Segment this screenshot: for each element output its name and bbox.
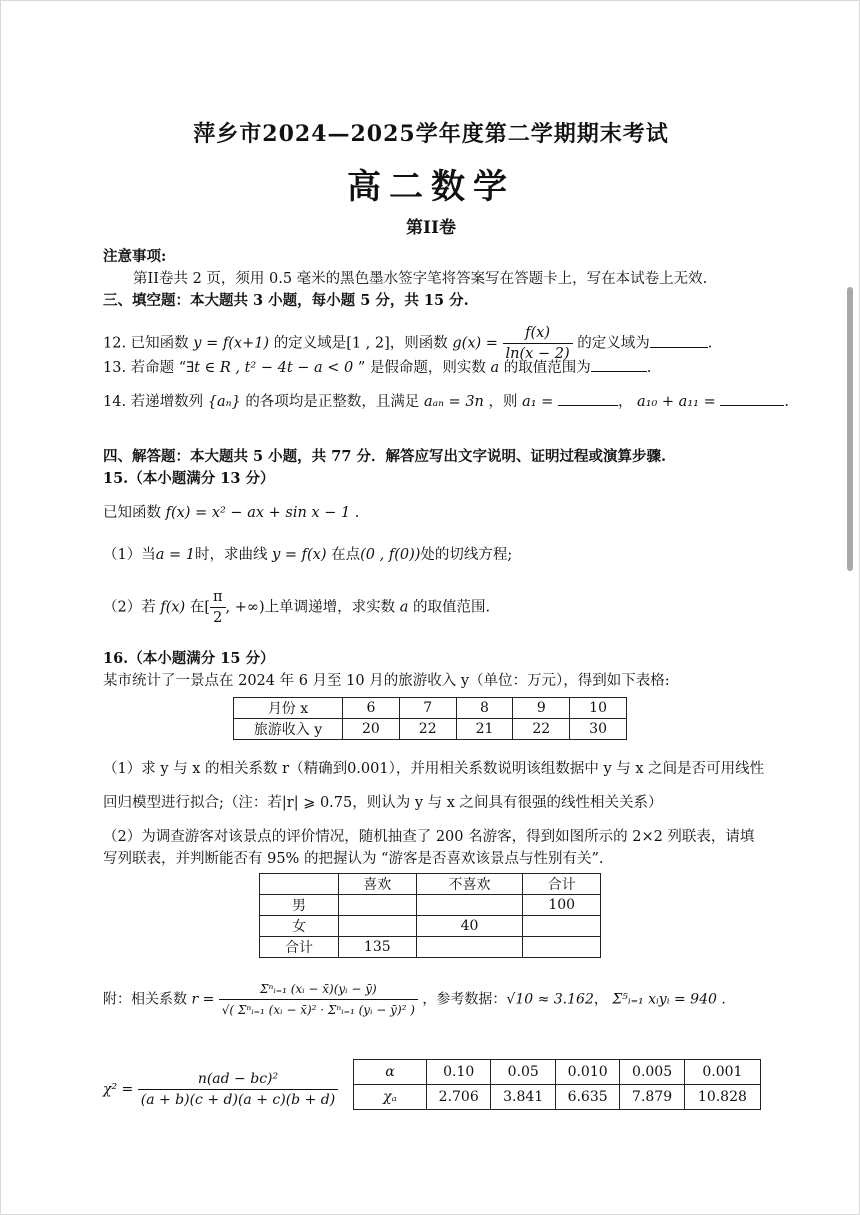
table-row — [234, 698, 627, 719]
q14-seq: {aₙ} — [207, 394, 241, 410]
table-row — [354, 1060, 761, 1085]
q14-a1: a₁ = — [522, 394, 554, 410]
table-cell: 月份 x — [234, 698, 343, 719]
table-cell: 旅游收入 y — [234, 719, 343, 740]
q13-expr: ∃t ∈ R , t² − 4t − a < 0 — [186, 360, 354, 376]
chi-numerator: n(ad − bc)² — [138, 1069, 338, 1090]
table-cell: 22 — [513, 719, 570, 740]
contingency-table — [259, 873, 601, 958]
table-cell: 20 — [343, 719, 400, 740]
q15-part2 — [103, 587, 490, 628]
table-cell: 40 — [416, 916, 523, 937]
critical-value-table — [353, 1059, 761, 1110]
q15-expr: a = 1 — [155, 547, 195, 563]
reference-label: ，参考数据： — [422, 991, 507, 1008]
table-cell: 喜欢 — [339, 874, 417, 895]
q16-intro: 某市统计了一景点在 2024 年 6 月至 10 月的旅游收入 y（单位：万元），得到如下表格: — [103, 673, 670, 689]
reference-value: √10 ≈ 3.162 — [506, 991, 594, 1008]
table-cell: 30 — [570, 719, 627, 740]
q15-text: 时，求曲线 — [194, 547, 268, 563]
q13-number: 13. — [103, 360, 127, 376]
q15-text: 在点 — [331, 547, 361, 563]
q15-text: 上单调递增，求实数 — [264, 599, 396, 616]
r-numerator: Σⁿᵢ₌₁ (xᵢ − x̄)(yᵢ − ȳ) — [219, 979, 418, 1000]
q15-text: 已知函数 — [103, 505, 161, 521]
chi-lhs: χ² = — [103, 1081, 134, 1098]
table-cell: 2.706 — [427, 1085, 491, 1110]
q13-text: ” 是假命题，则实数 — [353, 360, 486, 376]
table-cell: 合计 — [260, 937, 339, 958]
table-row — [260, 874, 601, 895]
q14-a10: a₁₀ + a₁₁ = — [637, 394, 716, 410]
q15-text: 的取值范围. — [413, 599, 491, 616]
answer-blank[interactable] — [591, 357, 647, 372]
table-row — [354, 1085, 761, 1110]
table-cell: 21 — [456, 719, 513, 740]
section4-heading: 四、解答题：本大题共 5 小题，共 77 分．解答应写出文字说明、证明过程或演算步骤. — [103, 448, 667, 465]
table-cell: 22 — [399, 719, 456, 740]
chi-square-formula — [103, 1069, 338, 1110]
q15-text: 在 — [189, 599, 205, 616]
appendix-label: 附：相关系数 — [103, 991, 187, 1008]
chi-fraction — [138, 1069, 338, 1110]
vertical-scrollbar[interactable] — [847, 287, 853, 571]
table-cell[interactable] — [339, 916, 417, 937]
table-cell: 0.05 — [491, 1060, 555, 1085]
table-cell: 0.010 — [555, 1060, 619, 1085]
table-cell: 135 — [339, 937, 417, 958]
exam-title: 萍乡市2024—2025学年度第二学期期末考试 — [193, 121, 669, 147]
table-cell: 3.841 — [491, 1085, 555, 1110]
table-cell: 不喜欢 — [416, 874, 523, 895]
q15-var: a — [399, 599, 409, 616]
q15-stem — [103, 503, 359, 523]
reference-value: Σ⁵ᵢ₌₁ xᵢyᵢ = 940 . — [612, 991, 726, 1008]
table-cell[interactable] — [339, 895, 417, 916]
table-cell: χₐ — [354, 1085, 427, 1110]
q15-expr: [ — [204, 599, 210, 616]
table-cell: 6.635 — [555, 1085, 619, 1110]
table-cell: 100 — [523, 895, 601, 916]
table-cell: 7.879 — [620, 1085, 684, 1110]
appendix-line: 附：相关系数 r = $\frac{\text{Σⁿᵢ₌₁ (xᵢ − x̄)(yᵢ − ȳ)}}{\text{√( Σⁿᵢ₌₁ (xᵢ − x̄)² · Σⁿᵢ₌₁ (yᵢ − ȳ)² )}}$ ，参考数据：√10 ≈ 3.162， Σ⁵ᵢ₌₁ xᵢyᵢ = 940 . — [103, 979, 726, 1020]
table-cell: α — [354, 1060, 427, 1085]
table-cell: 6 — [343, 698, 400, 719]
q15-title: 15.（本小题满分 13 分） — [103, 470, 275, 487]
table-cell: 女 — [260, 916, 339, 937]
table-row — [260, 937, 601, 958]
q15-numerator: π — [210, 587, 226, 608]
table-cell: 8 — [456, 698, 513, 719]
q16-part1-line2: 回归模型进行拟合;（注：若|r| ⩾ 0.75，则认为 y 与 x 之间具有很强的线性相关关系） — [103, 795, 663, 811]
volume-label: 第II卷 — [406, 218, 456, 238]
chi-denominator: (a + b)(c + d)(a + c)(b + d) — [140, 1092, 336, 1108]
table-cell: 0.001 — [684, 1060, 760, 1085]
answer-blank[interactable] — [558, 391, 618, 406]
q14-text: 的各项均是正整数，且满足 — [245, 394, 420, 410]
q15-expr: f(x) = x² − ax + sin x − 1 . — [165, 505, 360, 521]
subject-title: 高二数学 — [347, 167, 515, 207]
answer-blank[interactable] — [720, 391, 784, 406]
table-cell[interactable] — [416, 937, 523, 958]
table-cell: 0.005 — [620, 1060, 684, 1085]
q15-expr: (0 , f(0)) — [360, 547, 421, 563]
q14-text: 若递增数列 — [130, 394, 204, 410]
q15-text: （2）若 — [103, 599, 156, 616]
income-table — [233, 697, 627, 740]
q16-title: 16.（本小题满分 15 分） — [103, 650, 275, 667]
q13-text: 若命题 “ — [130, 360, 187, 376]
section3-heading: 三、填空题：本大题共 3 小题，每小题 5 分，共 15 分. — [103, 292, 469, 309]
table-cell: 9 — [513, 698, 570, 719]
question-13: 13. 若命题 “∃t ∈ R , t² − 4t − a < 0 ” 是假命题，则实数 a 的取值范围为 . — [103, 357, 651, 378]
table-cell — [260, 874, 339, 895]
r-fraction — [219, 979, 418, 1020]
q13-var: a — [490, 360, 500, 376]
table-cell: 7 — [399, 698, 456, 719]
question-12: 12. 已知函数 y = f(x+1) 的定义域是[1 , 2]，则函数 g(x) = $\frac{f(x)}{\ln(x - 2)}$ 的定义域为 . — [103, 325, 713, 362]
q12-text: 已知函数 — [130, 335, 189, 352]
table-cell[interactable] — [523, 916, 601, 937]
q15-part1 — [103, 545, 512, 565]
q13-text: 的取值范围为 — [503, 360, 591, 376]
q15-expr: f(x) — [160, 599, 186, 616]
q16-part2-line2: 写列联表，并判断能否有 95% 的把握认为 “游客是否喜欢该景点与性别有关”. — [103, 851, 604, 867]
q12-text: 的定义域为 — [577, 335, 650, 352]
q14-text: ，则 — [488, 394, 518, 410]
table-cell: 合计 — [523, 874, 601, 895]
q15-pi-fraction — [210, 587, 226, 628]
q12-g: g(x) = — [452, 335, 498, 352]
q14-number: 14. — [103, 394, 127, 410]
q16-part1-line1: （1）求 y 与 x 的相关系数 r（精确到0.001），并用相关系数说明该组数据中 y 与 x 之间是否可用线性 — [103, 761, 765, 777]
q15-text: 处的切线方程; — [420, 547, 513, 563]
q15-expr: , +∞) — [225, 599, 265, 616]
question-14: 14. 若递增数列 {aₙ} 的各项均是正整数，且满足 aₐₙ = 3n ，则 a₁ = ， a₁₀ + a₁₁ = . — [103, 391, 789, 412]
notes-heading: 注意事项: — [103, 248, 167, 265]
table-cell[interactable] — [523, 937, 601, 958]
q15-denominator: 2 — [213, 610, 223, 626]
table-cell: 10 — [570, 698, 627, 719]
r-denominator: √( Σⁿᵢ₌₁ (xᵢ − x̄)² · Σⁿᵢ₌₁ (yᵢ − ȳ)² ) — [221, 1003, 415, 1017]
table-cell[interactable] — [416, 895, 523, 916]
q12-text: ，则函数 — [389, 335, 448, 352]
q12-numerator: f(x) — [503, 323, 573, 344]
notes-body: 第II卷共 2 页，须用 0.5 毫米的黑色墨水签字笔将答案写在答题卡上，写在本试卷上无效. — [133, 271, 708, 287]
table-row — [234, 719, 627, 740]
q12-denominator: ln(x − 2) — [505, 346, 570, 362]
q16-part2-line1: （2）为调查游客对该景点的评价情况，随机抽查了 200 名游客，得到如图所示的 2×2 列联表，请填 — [103, 829, 755, 845]
table-row — [260, 895, 601, 916]
table-cell: 男 — [260, 895, 339, 916]
q14-cond: aₐₙ = 3n — [423, 394, 484, 410]
answer-blank[interactable] — [650, 333, 708, 348]
q15-expr: y = f(x) — [272, 547, 327, 563]
q15-text: （1）当 — [103, 547, 156, 563]
q12-expr: y = f(x+1) — [193, 335, 270, 352]
table-cell: 10.828 — [684, 1085, 760, 1110]
q12-domain: [1 , 2] — [346, 335, 390, 352]
q12-number: 12. — [103, 335, 127, 352]
q12-text: 的定义域是 — [273, 335, 347, 352]
table-row — [260, 916, 601, 937]
r-lhs: r = — [191, 991, 215, 1008]
table-cell: 0.10 — [427, 1060, 491, 1085]
